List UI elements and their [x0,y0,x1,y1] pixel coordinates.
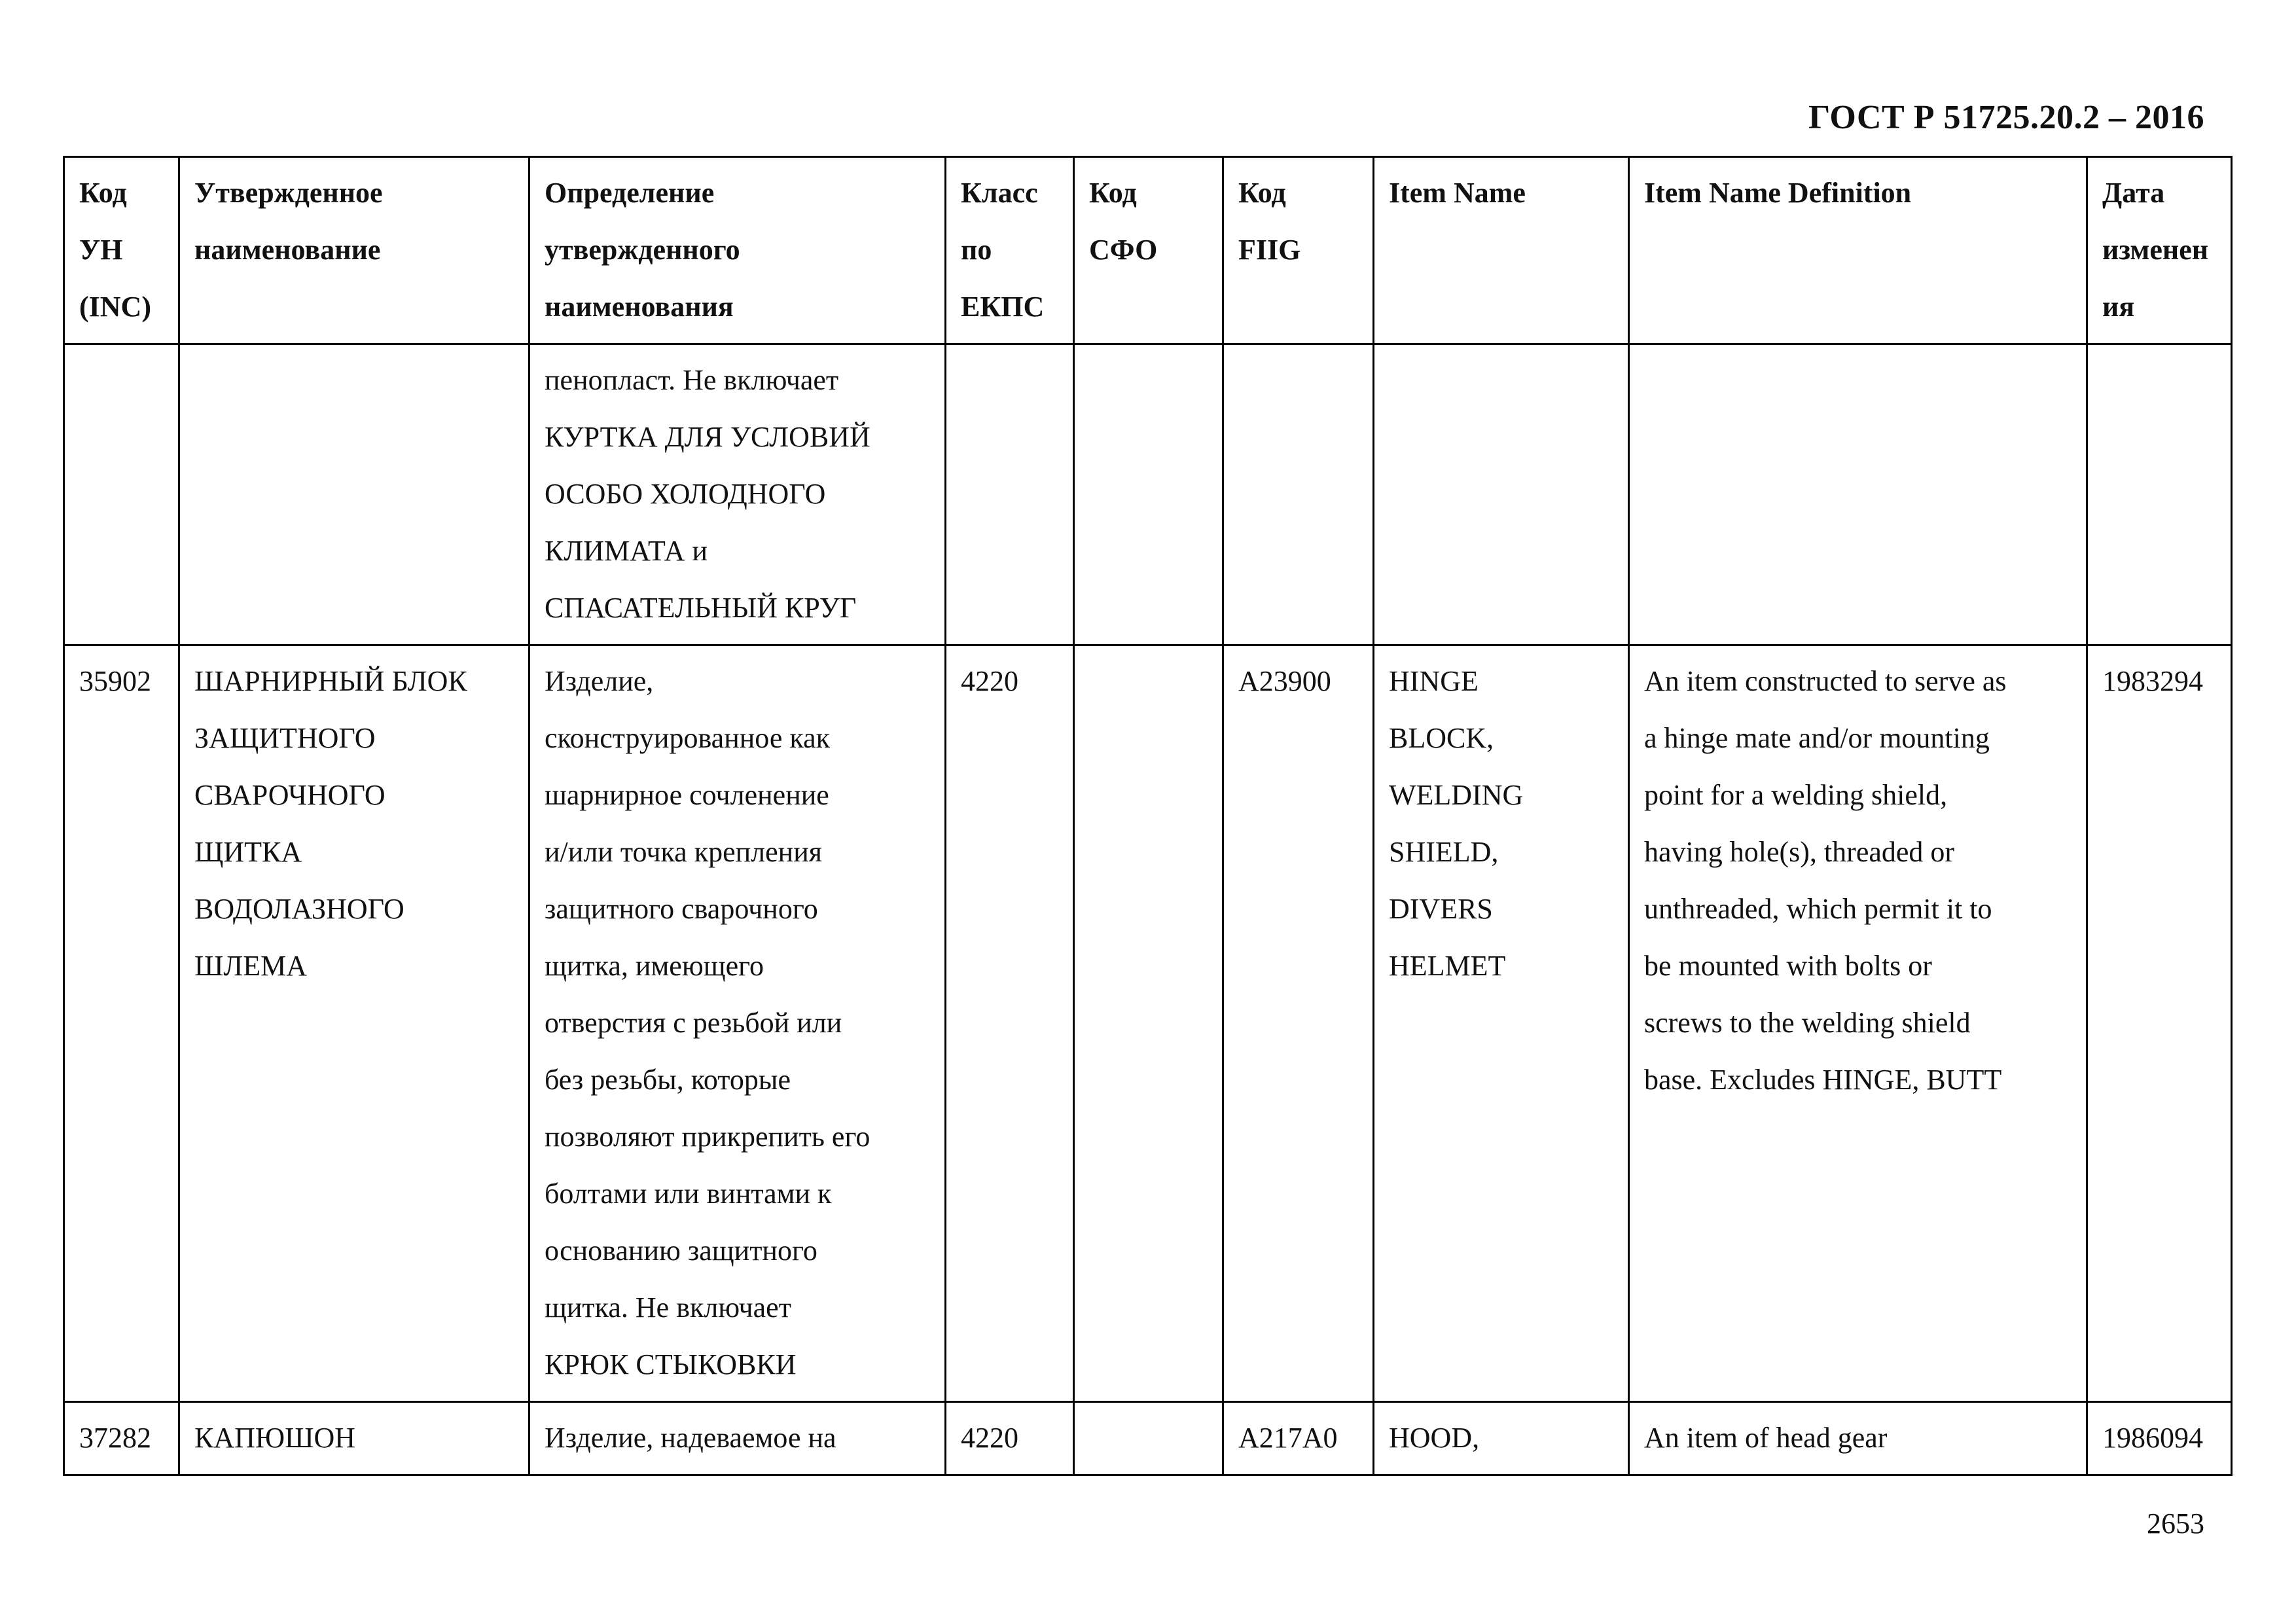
cell-fiig-code: A217A0 [1223,1402,1374,1475]
cell-item-name-definition: An item of head gear [1629,1402,2087,1475]
cell-ekps-class: 4220 [946,1402,1074,1475]
table-row [64,645,2232,1402]
cell-approved-name: КАПЮШОН [179,1402,529,1475]
cell-item-name [1374,344,1629,645]
table-row [64,344,2232,645]
cell-change-date [2087,344,2232,645]
cell-name-definition: Изделие, сконструированное как шарнирное сочленение и/или точка крепления защитного сварочного щитка, имеющего отверстия с резьбой или без резьбы, которые позволяют прикрепить его болтами или винтами к основанию защитного щитка. Не включает КРЮК СТЫКОВКИ [529,645,946,1402]
cell-sfo-code [1074,645,1223,1402]
header-row [64,157,2232,344]
cell-approved-name [179,344,529,645]
cell-change-date: 1986094 [2087,1402,2232,1475]
cell-item-name-definition [1629,344,2087,645]
cell-item-name-definition: An item constructed to serve as a hinge mate and/or mounting point for a welding shield, having hole(s), threaded or unthreaded, which permit it to be mounted with bolts or screws to the welding shield base. Excludes HINGE, BUTT [1629,645,2087,1402]
cell-approved-name: ШАРНИРНЫЙ БЛОК ЗАЩИТНОГО СВАРОЧНОГО ЩИТКА ВОДОЛАЗНОГО ШЛЕМА [179,645,529,1402]
cell-sfo-code [1074,344,1223,645]
cell-ekps-class [946,344,1074,645]
cell-sfo-code [1074,1402,1223,1475]
column-header-item-name-definition: Item Name Definition [1629,157,2087,344]
column-header-sfo-code: Код СФО [1074,157,1223,344]
column-header-fiig-code: Код FIIG [1223,157,1374,344]
column-header-item-name: Item Name [1374,157,1629,344]
cell-item-name: HOOD, [1374,1402,1629,1475]
column-header-ekps-class: Класс по ЕКПС [946,157,1074,344]
cell-inc-code [64,344,179,645]
column-header-name-definition: Определение утвержденного наименования [529,157,946,344]
cell-fiig-code: A23900 [1223,645,1374,1402]
column-header-inc-code: Код УН (INC) [64,157,179,344]
table-row [64,1402,2232,1475]
cell-name-definition: Изделие, надеваемое на [529,1402,946,1475]
cell-fiig-code [1223,344,1374,645]
page-number: 2653 [2147,1507,2204,1540]
cell-inc-code: 37282 [64,1402,179,1475]
cell-inc-code: 35902 [64,645,179,1402]
column-header-change-date: Дата изменен ия [2087,157,2232,344]
cell-change-date: 1983294 [2087,645,2232,1402]
cell-ekps-class: 4220 [946,645,1074,1402]
cell-item-name: HINGE BLOCK, WELDING SHIELD, DIVERS HELMET [1374,645,1629,1402]
classification-table [63,156,2233,1476]
cell-name-definition: пенопласт. Не включает КУРТКА ДЛЯ УСЛОВИЙ ОСОБО ХОЛОДНОГО КЛИМАТА и СПАСАТЕЛЬНЫЙ КРУГ [529,344,946,645]
column-header-approved-name: Утвержденное наименование [179,157,529,344]
document-standard-header: ГОСТ Р 51725.20.2 – 2016 [1808,99,2204,136]
